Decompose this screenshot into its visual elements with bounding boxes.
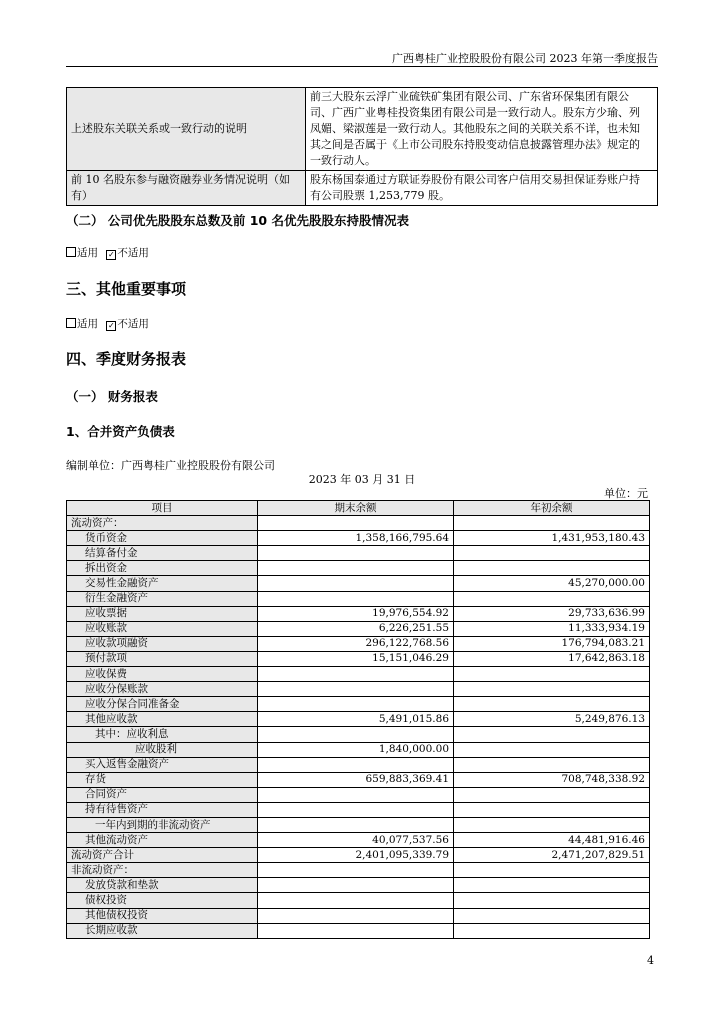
- relation-line: 司、广西广业粤桂投资集团有限公司是一致行动人。股东方少瑜、列: [310, 106, 640, 119]
- shareholder-relation-table: [66, 87, 658, 206]
- row-item: 买入返售金融资产: [67, 757, 258, 772]
- row-item: 其他应收款: [67, 712, 258, 727]
- row-begin-balance: [454, 908, 650, 923]
- applicable-label: 适用: [77, 318, 98, 330]
- row-item: 债权投资: [67, 893, 258, 908]
- row-end-balance: [258, 787, 454, 802]
- row-end-balance: [258, 817, 454, 832]
- section-heading-other: 三、其他重要事项: [66, 280, 187, 298]
- row-item: 应收保费: [67, 667, 258, 682]
- section-heading-statements: （一） 财务报表: [66, 389, 158, 404]
- table-row: [67, 833, 650, 848]
- row-item: 存货: [67, 772, 258, 787]
- row-end-balance: [258, 727, 454, 742]
- row-end-balance: [258, 576, 454, 591]
- row-item: 预付款项: [67, 651, 258, 666]
- row-begin-balance: [454, 727, 650, 742]
- row-item: 合同资产: [67, 787, 258, 802]
- label-line: 有）: [71, 189, 93, 202]
- table-row: [67, 893, 650, 908]
- row-begin-balance: [454, 878, 650, 893]
- header-item: 项目: [67, 501, 258, 516]
- row-item: 其他债权投资: [67, 908, 258, 923]
- row-item: 应收票据: [67, 606, 258, 621]
- header-divider: [66, 66, 658, 67]
- row-end-balance: 1,358,166,795.64: [258, 531, 454, 546]
- row-end-balance: [258, 863, 454, 878]
- statement-date: 2023 年 03 月 31 日: [308, 473, 416, 486]
- label-line: 前 10 名股东参与融资融券业务情况说明（如: [71, 173, 290, 186]
- row-item: 货币资金: [67, 531, 258, 546]
- row-item: 衍生金融资产: [67, 591, 258, 606]
- row-begin-balance: [454, 923, 650, 938]
- table-row: [67, 712, 650, 727]
- table-row: [67, 697, 650, 712]
- balance-sheet-table: [66, 500, 650, 939]
- checked-box-icon: ✓: [107, 321, 115, 330]
- applicability-check: [66, 245, 149, 260]
- row-item: 结算备付金: [67, 546, 258, 561]
- row-begin-balance: [454, 546, 650, 561]
- row-begin-balance: [454, 757, 650, 772]
- row-end-balance: 659,883,369.41: [258, 772, 454, 787]
- row-item: 应收分保账款: [67, 682, 258, 697]
- margin-trading-text: [306, 171, 658, 206]
- row-item: 拆出资金: [67, 561, 258, 576]
- row-end-balance: 19,976,554.92: [258, 606, 454, 621]
- row-end-balance: [258, 757, 454, 772]
- unit-label: 单位：元: [604, 487, 648, 500]
- row-end-balance: 6,226,251.55: [258, 621, 454, 636]
- row-end-balance: [258, 516, 454, 531]
- row-item: 应收分保合同准备金: [67, 697, 258, 712]
- not-applicable-label: 不适用: [117, 318, 149, 330]
- table-row: [67, 772, 650, 787]
- relation-line: 一致行动人。: [310, 154, 376, 167]
- row-end-balance: [258, 667, 454, 682]
- row-begin-balance: [454, 863, 650, 878]
- table-row: [67, 576, 650, 591]
- header-begin-balance: 年初余额: [454, 501, 650, 516]
- row-end-balance: 15,151,046.29: [258, 651, 454, 666]
- row-item: 交易性金融资产: [67, 576, 258, 591]
- row-item: 其他流动资产: [67, 833, 258, 848]
- row-begin-balance: 1,431,953,180.43: [454, 531, 650, 546]
- table-row: [67, 757, 650, 772]
- row-begin-balance: 44,481,916.46: [454, 833, 650, 848]
- row-end-balance: 5,491,015.86: [258, 712, 454, 727]
- relation-line: 其之间是否属于《上市公司股东持股变动信息披露管理办法》规定的: [310, 138, 640, 151]
- table-row: [67, 863, 650, 878]
- header-end-balance: 期末余额: [258, 501, 454, 516]
- row-item: 其中：应收利息: [67, 727, 258, 742]
- margin-trading-label: [67, 171, 306, 206]
- row-item: 流动资产合计: [67, 848, 258, 863]
- row-begin-balance: [454, 817, 650, 832]
- table-row: [67, 516, 650, 531]
- row-end-balance: [258, 546, 454, 561]
- applicability-check: [66, 316, 149, 331]
- report-header: 广西粤桂广业控股股份有限公司 2023 年第一季度报告: [392, 52, 658, 65]
- row-item: 应收款项融资: [67, 636, 258, 651]
- row-begin-balance: [454, 893, 650, 908]
- table-row: [67, 651, 650, 666]
- row-item: 应收股利: [67, 742, 258, 757]
- applicable-label: 适用: [77, 247, 98, 259]
- table-row: [67, 171, 658, 206]
- row-begin-balance: [454, 591, 650, 606]
- row-item: 非流动资产：: [67, 863, 258, 878]
- row-item: 一年内到期的非流动资产: [67, 817, 258, 832]
- row-begin-balance: 17,642,863.18: [454, 651, 650, 666]
- unchecked-box-icon: [66, 247, 76, 257]
- margin-line: 有公司股票 1,253,779 股。: [310, 189, 450, 202]
- row-end-balance: [258, 802, 454, 817]
- table-row: [67, 908, 650, 923]
- row-end-balance: 1,840,000.00: [258, 742, 454, 757]
- row-begin-balance: 29,733,636.99: [454, 606, 650, 621]
- compiler-text: 编制单位：广西粤桂广业控股股份有限公司: [66, 459, 275, 472]
- row-begin-balance: [454, 561, 650, 576]
- table-row: [67, 667, 650, 682]
- row-begin-balance: 5,249,876.13: [454, 712, 650, 727]
- row-begin-balance: 176,794,083.21: [454, 636, 650, 651]
- row-item: 发放贷款和垫款: [67, 878, 258, 893]
- row-begin-balance: 2,471,207,829.51: [454, 848, 650, 863]
- table-row: [67, 802, 650, 817]
- row-begin-balance: 11,333,934.19: [454, 621, 650, 636]
- section-heading-balance-sheet: 1、合并资产负债表: [66, 424, 175, 439]
- not-applicable-label: 不适用: [117, 247, 149, 259]
- row-end-balance: [258, 908, 454, 923]
- row-end-balance: 296,122,768.56: [258, 636, 454, 651]
- row-begin-balance: [454, 742, 650, 757]
- row-end-balance: 2,401,095,339.79: [258, 848, 454, 863]
- section-heading-preferred: （二） 公司优先股股东总数及前 10 名优先股股东持股情况表: [66, 213, 409, 228]
- margin-line: 股东杨国泰通过方联证券股份有限公司客户信用交易担保证券账户持: [310, 173, 640, 186]
- table-row: [67, 817, 650, 832]
- table-row: [67, 636, 650, 651]
- table-row: [67, 682, 650, 697]
- table-row: [67, 923, 650, 938]
- row-begin-balance: [454, 667, 650, 682]
- table-row: [67, 546, 650, 561]
- table-row: [67, 848, 650, 863]
- row-begin-balance: [454, 802, 650, 817]
- row-begin-balance: 708,748,338.92: [454, 772, 650, 787]
- row-end-balance: [258, 893, 454, 908]
- row-end-balance: [258, 923, 454, 938]
- row-end-balance: [258, 682, 454, 697]
- table-row: [67, 591, 650, 606]
- relation-line: 前三大股东云浮广业硫铁矿集团有限公司、广东省环保集团有限公: [310, 90, 629, 103]
- table-row: [67, 787, 650, 802]
- row-end-balance: [258, 561, 454, 576]
- relation-label: 上述股东关联关系或一致行动的说明: [67, 88, 306, 171]
- row-begin-balance: [454, 516, 650, 531]
- row-item: 持有待售资产: [67, 802, 258, 817]
- row-begin-balance: [454, 697, 650, 712]
- relation-line: 凤媚、梁淑莲是一致行动人。其他股东之间的关联关系不详，也未知: [310, 122, 640, 135]
- row-item: 长期应收款: [67, 923, 258, 938]
- row-end-balance: [258, 591, 454, 606]
- section-heading-financial: 四、季度财务报表: [66, 350, 187, 368]
- table-row: [67, 621, 650, 636]
- relation-text: [306, 88, 658, 171]
- row-begin-balance: [454, 682, 650, 697]
- table-row: [67, 878, 650, 893]
- table-row: [67, 88, 658, 171]
- table-header-row: [67, 501, 650, 516]
- unchecked-box-icon: [66, 318, 76, 328]
- table-row: [67, 531, 650, 546]
- row-item: 应收账款: [67, 621, 258, 636]
- row-begin-balance: 45,270,000.00: [454, 576, 650, 591]
- row-end-balance: 40,077,537.56: [258, 833, 454, 848]
- row-item: 流动资产：: [67, 516, 258, 531]
- row-end-balance: [258, 878, 454, 893]
- table-row: [67, 561, 650, 576]
- checked-box-icon: ✓: [107, 250, 115, 259]
- page-number: 4: [647, 954, 654, 967]
- table-row: [67, 742, 650, 757]
- row-begin-balance: [454, 787, 650, 802]
- row-end-balance: [258, 697, 454, 712]
- table-row: [67, 606, 650, 621]
- table-row: [67, 727, 650, 742]
